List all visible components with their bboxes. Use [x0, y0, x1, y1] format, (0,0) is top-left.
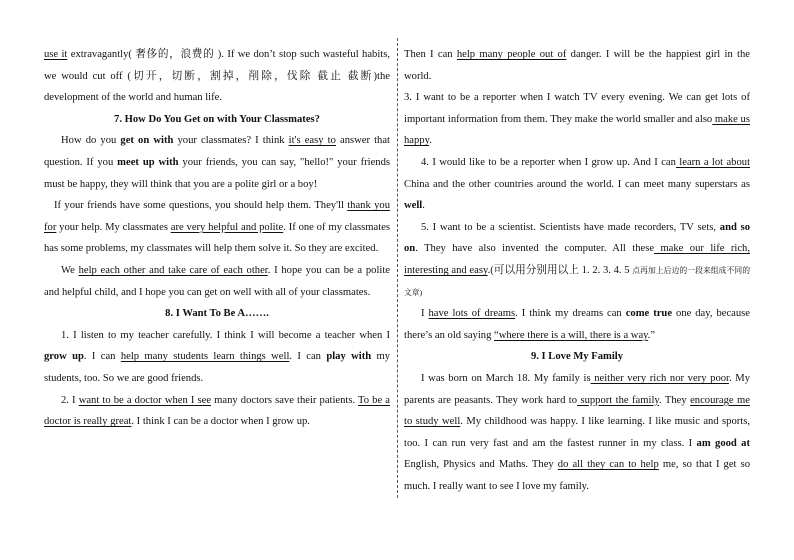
bold-phrase: grow up — [44, 351, 84, 363]
text: . If one of my classmates has some problems, my classmates will help them solve it. So they are excited. — [44, 221, 390, 255]
paragraph-doctor-cont — [404, 44, 750, 87]
small-note: 点再加上后边的一段来组成不同的文章) — [404, 265, 750, 297]
text: China and the other countries around the world. I can meet many superstars as — [404, 178, 750, 190]
text: I — [421, 308, 429, 320]
underlined-phrase: make our life rich, interesting and easy — [404, 243, 750, 276]
underlined-phrase: help many people out of — [456, 49, 567, 60]
text: 1. I listen to my teacher carefully. I think I will become a teacher when I — [61, 329, 390, 341]
underlined-phrase: are very helpful and polite — [170, 221, 284, 233]
text: . They have also invented the computer. All these — [415, 243, 655, 255]
paragraph-dreams — [404, 303, 750, 346]
text: Then I can — [404, 49, 457, 60]
text: How do you — [61, 135, 121, 147]
text: . They — [659, 394, 691, 406]
text: 4. I would like to be a reporter when I grow up. And I can — [421, 156, 676, 168]
text: your classmates? I think — [173, 135, 289, 147]
paragraph-reporter-1 — [404, 87, 750, 152]
text: English, Physics and Maths. They — [404, 459, 558, 471]
paragraph-classmates-1 — [44, 130, 390, 195]
text: . My childhood was happy. I like learning. I like music and sports, too. I can run very fast and am the fastest runner in my class. I — [404, 416, 750, 449]
underlined-phrase: encourage me to study well — [404, 394, 750, 428]
text: . I think I can be a doctor when I grow up. — [131, 416, 310, 428]
text: your friends, you can say, "hello!" your friends must be happy, they will think that you are a polite girl or a boy! — [44, 156, 390, 190]
underlined-phrase: support the family — [577, 394, 659, 406]
underlined-phrase: help each other and take care of each other — [78, 264, 268, 276]
underlined-phrase: make us happy — [404, 113, 750, 147]
underlined-phrase: it's easy to — [288, 135, 336, 147]
text: . I can — [83, 351, 121, 363]
text: . My parents are peasants. They work hard to — [404, 372, 751, 406]
bold-phrase: play with — [326, 351, 372, 363]
paragraph-reporter-2 — [404, 152, 750, 217]
underlined-phrase: neither very rich nor very poor — [590, 372, 729, 384]
text: . — [422, 200, 425, 212]
bold-phrase: well — [404, 200, 423, 212]
heading-7: 7. How Do You Get on with Your Classmates? — [114, 113, 320, 125]
text: answer that question. If you — [44, 135, 391, 168]
paragraph-doctor — [44, 390, 390, 433]
paragraph-family — [404, 368, 750, 498]
text: .(可以用分别用以上 1. 2. 3. 4. 5 — [487, 264, 633, 276]
underlined-phrase: “where there is a will, there is a way — [494, 329, 648, 341]
underlined-phrase: thank you for — [44, 200, 390, 233]
heading-8: 8. I Want To Be A……. — [165, 308, 269, 320]
bold-phrase: meet up with — [117, 156, 179, 168]
text: 2. I — [61, 394, 79, 406]
text: If your friends have some questions, you should help them. They'll — [54, 200, 348, 212]
paragraph-scientist — [404, 217, 750, 303]
underlined-phrase: learn a lot about — [675, 156, 751, 168]
text: I was born on March 18. My family is — [421, 372, 591, 384]
text: We — [61, 264, 79, 276]
text: . — [429, 135, 432, 147]
text: extravagantly( 奢侈的，浪费的 ). If we don’t stop such wasteful habits, we would cut off (切开，切断，割掉，削除，伐除 截止 截断)the development of the world and human life. — [44, 49, 390, 104]
paragraph-waste — [44, 44, 390, 109]
bold-phrase: get on with — [120, 135, 174, 147]
text: .” — [647, 329, 656, 341]
paragraph-classmates-3 — [44, 260, 390, 303]
text: 3. I want to be a reporter when I watch TV every evening. We can get lots of important information from them. They make the world smaller and also — [404, 92, 750, 125]
right-column — [404, 44, 750, 497]
text: many doctors save their patients. — [211, 394, 359, 406]
text: your help. My classmates — [56, 221, 171, 233]
bold-phrase: am good at — [696, 437, 751, 449]
paragraph-teacher — [44, 325, 390, 390]
left-column — [44, 44, 390, 433]
bold-phrase: come true — [625, 308, 673, 320]
underlined-phrase: To be a doctor is really great — [44, 394, 390, 428]
bold-phrase: and so on — [404, 221, 750, 255]
underlined-phrase: use it — [44, 49, 68, 60]
text: danger. I will be the happiest girl in the world. — [404, 49, 750, 82]
heading-9: 9. I Love My Family — [530, 351, 624, 363]
underlined-phrase: want to be a doctor when I see — [78, 394, 212, 406]
text: me, so that I get so much. I really want to see I love my family. — [404, 459, 750, 492]
underlined-phrase: help many students learn things well — [120, 351, 290, 363]
text: 5. I want to be a scientist. Scientists have made recorders, TV sets, — [421, 221, 720, 233]
text: . I hope you can be a polite and helpful child, and I hope you can get on well with all of your classmates. — [44, 264, 390, 298]
text: . I think my dreams can — [515, 308, 626, 320]
text: . I can — [289, 351, 327, 363]
underlined-phrase: have lots of dreams — [428, 308, 516, 320]
underlined-phrase: do all they can to help — [557, 459, 659, 471]
paragraph-classmates-2 — [44, 195, 390, 260]
text: one day, because there’s an old saying — [404, 308, 751, 341]
column-divider — [397, 38, 398, 498]
text: my students, too. So we are good friends. — [44, 351, 391, 384]
